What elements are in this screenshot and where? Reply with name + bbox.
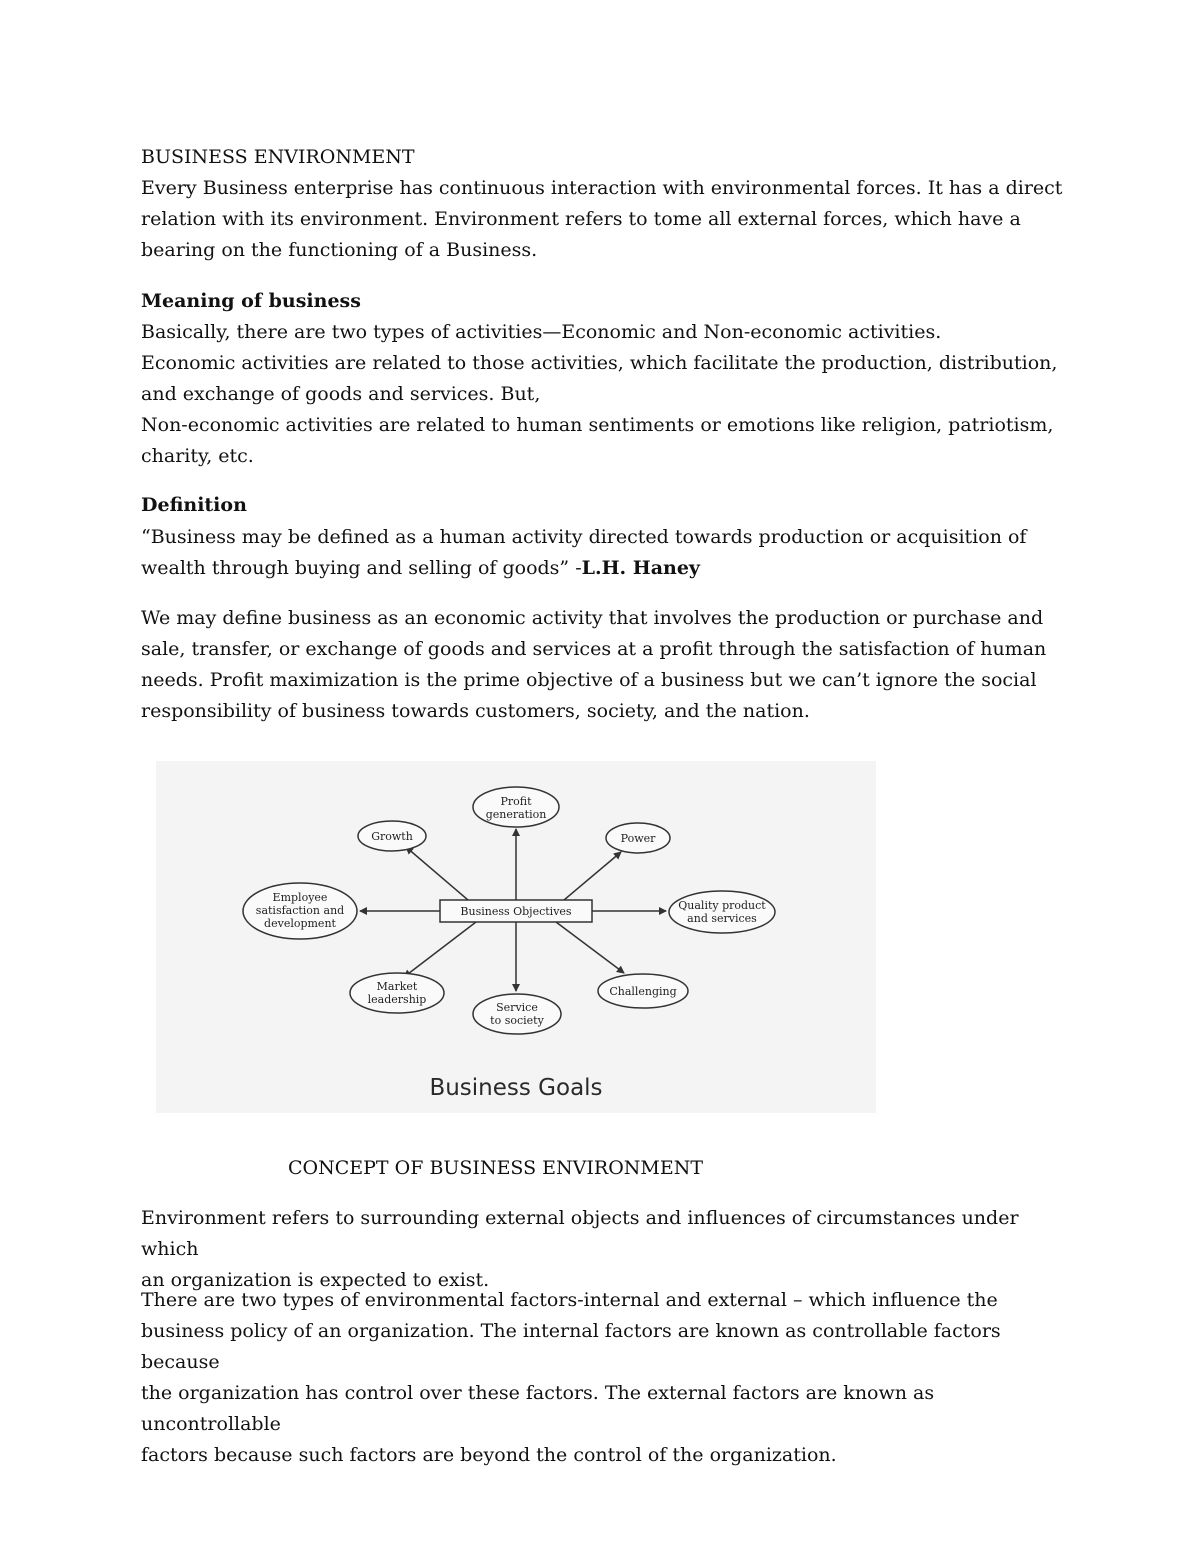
diagram-caption: Business Goals (429, 1075, 603, 1101)
node-label: Challenging (609, 985, 677, 998)
node-challenging (598, 974, 688, 1008)
diagram-canvas (156, 761, 876, 1113)
node-label: Employee (272, 891, 328, 904)
quote-line (141, 553, 1071, 584)
node-label: and services (687, 912, 757, 925)
center-node-label: Business Objectives (460, 905, 572, 918)
node-growth (358, 821, 426, 851)
meaning-line: Economic activities are related to those activities, which facilitate the production, distribution, (141, 352, 1058, 374)
node-label: development (264, 917, 336, 930)
meaning-heading: Meaning of business (141, 290, 361, 312)
node-service-to-society (473, 994, 561, 1034)
center-node (440, 900, 592, 922)
node-label: satisfaction and (255, 904, 345, 917)
definition-line: responsibility of business towards customers, society, and the nation. (141, 700, 810, 722)
arrow-to-growth (406, 847, 468, 900)
meaning-line: charity, etc. (141, 445, 254, 467)
quote-text: wealth through buying and selling of goods” - (141, 557, 582, 579)
concept-heading: CONCEPT OF BUSINESS ENVIRONMENT (288, 1157, 704, 1179)
meaning-line: Non-economic activities are related to human sentiments or emotions like religion, patriotism, (141, 414, 1054, 436)
concept-line: the organization has control over these factors. The external factors are known as uncontrollable (141, 1382, 935, 1435)
node-label: Market (376, 980, 418, 993)
node-label: Growth (371, 830, 413, 843)
node-employee-satisfaction (243, 883, 357, 939)
meaning-line: and exchange of goods and services. But, (141, 383, 541, 405)
definition-quote (141, 522, 1071, 584)
quote-line: “Business may be defined as a human activity directed towards production or acquisition of (141, 526, 1027, 548)
intro-line: Every Business enterprise has continuous interaction with environmental forces. It has a direct (141, 177, 1063, 199)
concept-line: There are two types of environmental factors-internal and external – which influence the (141, 1289, 998, 1311)
node-quality-product (669, 891, 775, 933)
node-power (606, 823, 670, 853)
definition-heading: Definition (141, 494, 247, 516)
node-label: Service (496, 1001, 538, 1014)
arrow-to-market (404, 922, 476, 977)
meaning-paragraph (141, 317, 1071, 472)
business-goals-diagram (156, 761, 876, 1113)
intro-line: relation with its environment. Environment refers to tome all external forces, which have a (141, 208, 1021, 230)
node-label: leadership (367, 993, 427, 1006)
node-label: Profit (500, 795, 532, 808)
node-label: generation (485, 808, 547, 821)
node-profit-generation (473, 787, 559, 827)
concept-paragraph-1 (141, 1203, 1071, 1296)
concept-line: Environment refers to surrounding external objects and influences of circumstances under which (141, 1207, 1019, 1260)
concept-line: business policy of an organization. The internal factors are known as controllable factors because (141, 1320, 1001, 1373)
concept-line: an organization is expected to exist. (141, 1269, 490, 1291)
concept-line: factors because such factors are beyond the control of the organization. (141, 1444, 837, 1466)
arrow-to-challenging (556, 922, 624, 973)
node-label: Power (620, 832, 656, 845)
node-label: Quality product (678, 899, 766, 912)
intro-line: bearing on the functioning of a Business. (141, 239, 538, 261)
definition-line: We may define business as an economic activity that involves the production or purchase and (141, 607, 1044, 629)
node-market-leadership (350, 973, 444, 1013)
concept-paragraph-2 (141, 1285, 1071, 1471)
document-title: BUSINESS ENVIRONMENT (141, 146, 415, 168)
intro-paragraph (141, 173, 1071, 266)
quote-author: L.H. Haney (581, 557, 700, 579)
definition-paragraph (141, 603, 1071, 727)
meaning-line: Basically, there are two types of activities—Economic and Non-economic activities. (141, 321, 942, 343)
definition-line: sale, transfer, or exchange of goods and services at a profit through the satisfaction of human (141, 638, 1047, 660)
node-label: to society (490, 1014, 544, 1027)
arrow-to-power (564, 852, 621, 900)
definition-line: needs. Profit maximization is the prime objective of a business but we can’t ignore the social (141, 669, 1037, 691)
